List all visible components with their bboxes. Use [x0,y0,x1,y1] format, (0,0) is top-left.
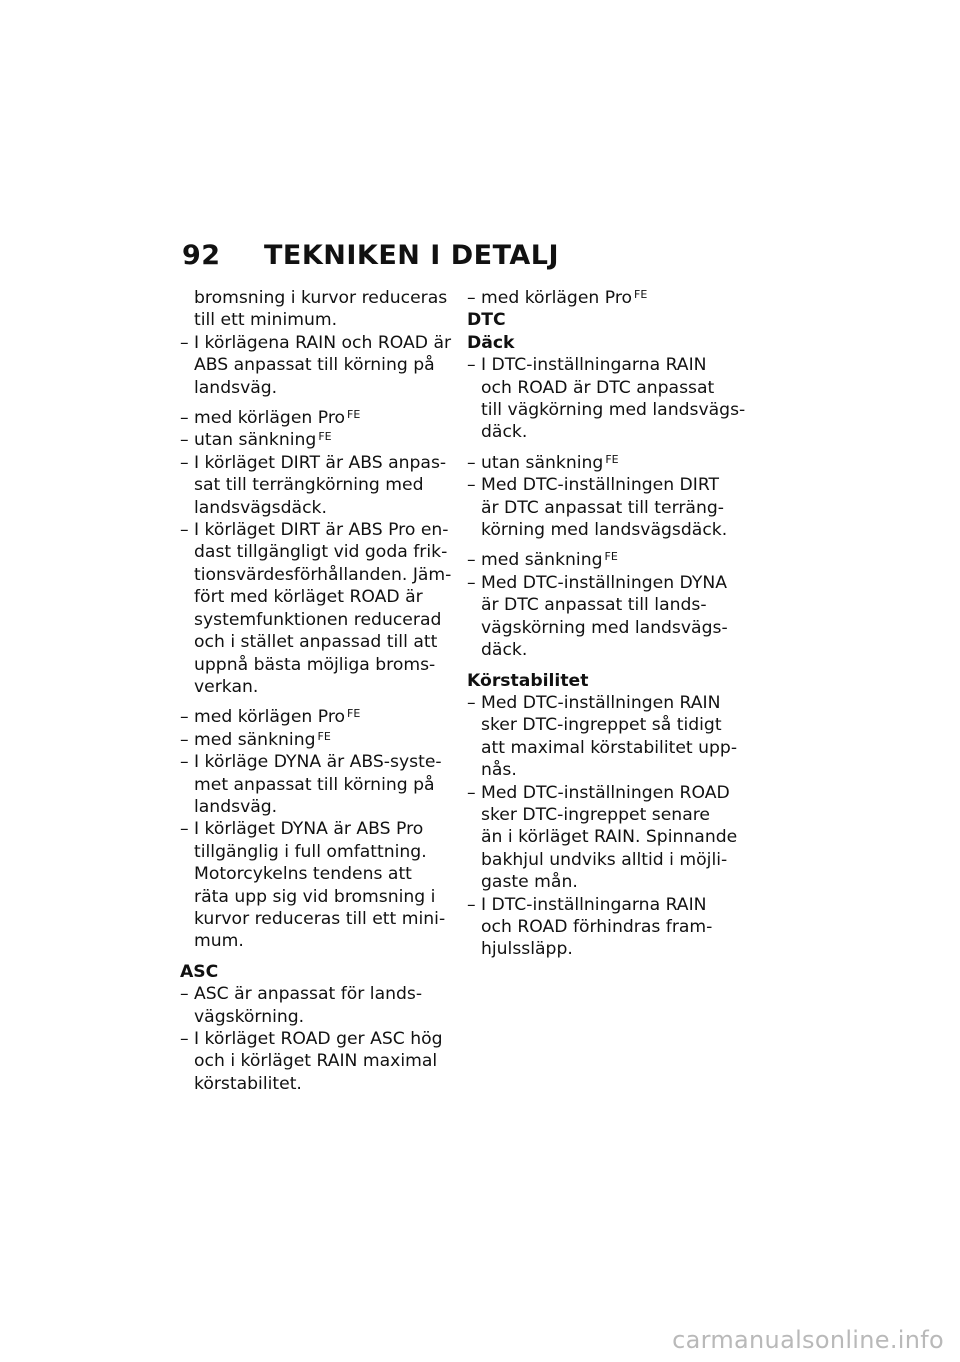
list-item [467,894,739,961]
text-line: är DTC anpassat till terräng- [481,497,724,518]
text-line: däck. [481,422,528,443]
text-line: till ett minimum. [194,310,338,331]
condition-line [467,452,739,474]
text-line: körning med landsvägsdäck. [481,520,728,541]
text-line: met anpassat till körning på [194,774,435,795]
dash-bullet: – [467,550,476,571]
text-line: bromsning i kurvor reduceras [194,288,448,308]
list-item [467,692,739,782]
fe-superscript: FE [634,288,648,301]
text-line: kurvor reduceras till ett mini- [194,908,446,929]
dash-bullet: – [180,430,189,451]
text-line: och ROAD förhindras fram- [481,916,713,937]
text-line: gaste mån. [481,872,578,893]
condition-line [180,729,452,751]
list-item [467,572,739,662]
text-line: landsväg. [194,377,278,398]
text-line: systemfunktionen reducerad [194,609,442,630]
dash-bullet: – [180,1029,189,1049]
condition-line [467,287,739,309]
list-item [467,782,739,894]
list-item [180,751,452,818]
dash-bullet: – [467,572,476,593]
condition-line [467,549,739,571]
text-line: landsväg. [194,796,278,817]
text-line: är DTC anpassat till lands- [481,595,707,616]
condition-text: med sänkning [194,729,316,750]
dash-bullet: – [467,355,476,376]
text-line: I DTC-inställningarna RAIN [481,355,707,376]
text-line: sker DTC-ingreppet så tidigt [481,715,722,736]
text-line: I körläget DYNA är ABS Pro [194,819,424,840]
dash-bullet: – [467,452,476,473]
watermark-link[interactable]: carmanualsonline.info [672,1326,944,1354]
text-line: hjulssläpp. [481,939,573,960]
text-line: sat till terrängkörning med [194,475,424,496]
text-line: Med DTC-inställningen DIRT [481,475,720,496]
dash-bullet: – [467,692,476,713]
dash-bullet: – [467,782,476,803]
dash-bullet: – [180,707,189,728]
text-line: körstabilitet. [194,1073,302,1094]
text-line: ABS anpassat till körning på [194,355,435,376]
text-line: Motorcykelns tendens att [194,864,412,885]
list-item [467,354,746,444]
list-item [180,452,452,519]
list-item [180,818,452,952]
dash-bullet: – [180,520,189,541]
condition-text: med sänkning [481,550,603,571]
condition-line [180,407,452,429]
list-item [180,519,452,698]
fe-superscript: FE [604,550,618,564]
fe-superscript: FE [347,707,361,721]
text-line: I körlägena RAIN och ROAD är [194,332,452,353]
fe-superscript: FE [347,408,361,422]
condition-line [180,706,452,728]
section-heading-asc: ASC [180,961,219,982]
page-number: 92 [182,240,221,271]
dash-bullet: – [467,288,476,308]
dash-bullet: – [180,729,189,750]
dash-bullet: – [180,984,189,1005]
list-item [467,474,739,541]
text-line: än i körläget RAIN. Spinnande [481,827,738,848]
list-item [180,983,452,1028]
dash-bullet: – [467,475,476,496]
section-heading-dtc: DTC [467,310,506,331]
text-line: I körläget ROAD ger ASC hög [194,1029,443,1049]
text-line: bakhjul undviks alltid i möjli- [481,849,728,870]
list-item [180,332,452,399]
text-line: Med DTC-inställningen ROAD [481,782,730,803]
text-line: och ROAD är DTC anpassat [481,377,715,398]
left-column [180,287,452,1095]
list-item [180,1028,452,1095]
dash-bullet: – [180,408,189,429]
condition-text: utan sänkning [481,452,604,473]
dash-bullet: – [467,894,476,915]
fe-superscript: FE [318,430,332,444]
text-line: och i stället anpassad till att [194,632,438,653]
text-line: sker DTC-ingreppet senare [481,804,710,825]
text-line: tillgänglig i full omfattning. [194,841,427,862]
text-line: Med DTC-inställningen RAIN [481,692,721,713]
dash-bullet: – [180,752,189,773]
page-header [182,240,559,280]
dash-bullet: – [180,332,189,353]
condition-line [180,429,452,451]
text-line: till vägkörning med landsvägs- [481,400,746,421]
text-line: fört med körläget ROAD är [194,587,423,608]
dash-bullet: – [180,452,189,473]
paragraph-continuation [180,287,452,332]
text-line: att maximal körstabilitet upp- [481,737,738,758]
text-line: dast tillgängligt vid goda frik- [194,542,448,563]
text-line: landsvägsdäck. [194,497,327,518]
text-line: I körläget DIRT är ABS anpas- [194,452,447,473]
right-column [467,287,746,961]
text-line: uppnå bästa möjliga broms- [194,654,436,675]
chapter-title: TEKNIKEN I DETALJ [264,240,560,271]
subheading-stability: Körstabilitet [467,670,589,691]
text-line: I körläget DIRT är ABS Pro en- [194,520,449,541]
text-line: mum. [194,931,244,952]
text-line: och i körläget RAIN maximal [194,1051,438,1072]
condition-text: med körlägen Pro [194,707,346,728]
text-line: nås. [481,760,517,781]
text-line: verkan. [194,676,259,697]
text-line: räta upp sig vid bromsning i [194,886,436,907]
text-line: däck. [481,640,528,661]
text-line: vägskörning med landsvägs- [481,617,728,638]
condition-text: utan sänkning [194,430,317,451]
text-line: I körläge DYNA är ABS-syste- [194,752,442,773]
fe-superscript: FE [605,452,619,466]
text-line: ASC är anpassat för lands- [194,984,423,1005]
text-line: Med DTC-inställningen DYNA [481,572,727,593]
dash-bullet: – [180,819,189,840]
text-line: tionsvärdesförhållanden. Jäm- [194,564,452,585]
text-line: I DTC-inställningarna RAIN [481,894,707,915]
text-line: vägskörning. [194,1006,305,1027]
condition-text: med körlägen Pro [481,288,633,308]
condition-text: med körlägen Pro [194,408,346,429]
subheading-tires: Däck [467,332,515,353]
fe-superscript: FE [317,729,331,743]
